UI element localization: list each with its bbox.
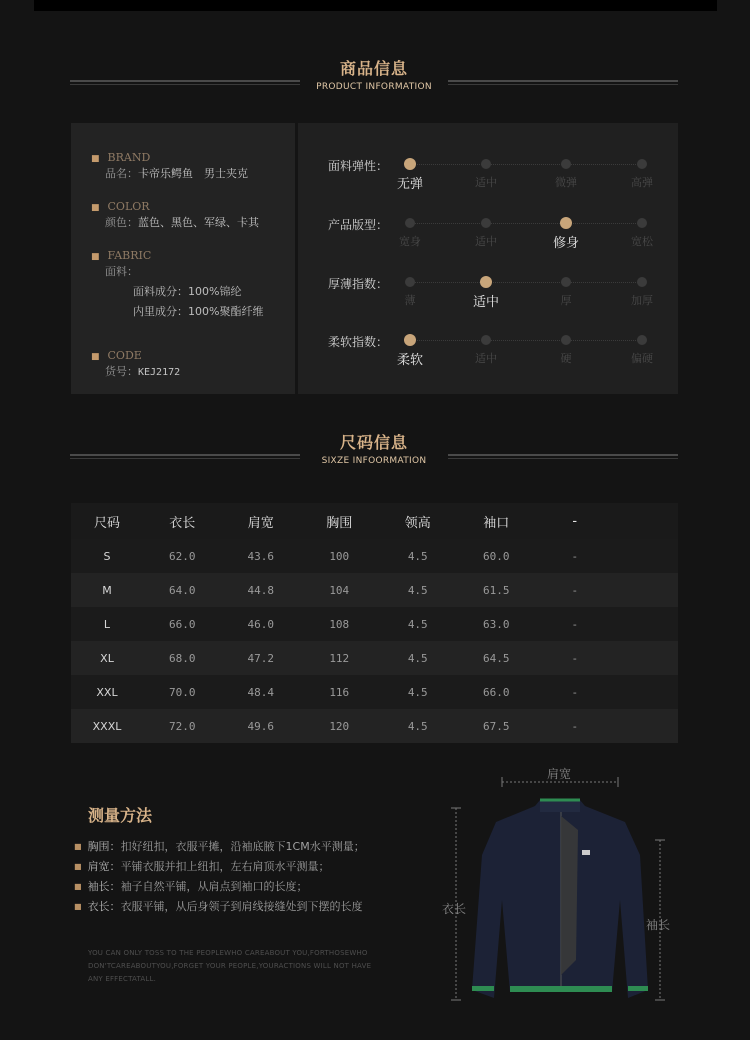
divider	[448, 454, 678, 459]
rating-label: 厚薄指数：	[328, 277, 389, 291]
table-cell: 4.5	[407, 549, 428, 563]
rating-option: 宽松	[631, 235, 653, 248]
attribute-value: 卡帝乐鳄鱼 男士夹克	[138, 167, 248, 180]
rating-dot	[405, 218, 415, 228]
attribute-head: COLOR	[107, 200, 150, 213]
section-subtitle: PRODUCT INFORMATION	[316, 82, 432, 92]
table-header-cell: 衣长	[169, 515, 196, 531]
table-cell: 100	[329, 549, 350, 563]
dim-label-sleeve: 袖长	[646, 918, 671, 932]
table-cell: -	[571, 549, 579, 563]
table-cell: 120	[329, 719, 350, 733]
dim-label-shoulder: 肩宽	[547, 767, 572, 781]
jacket-diagram	[440, 760, 680, 1040]
table-row	[71, 709, 678, 743]
rating-option: 适中	[475, 176, 497, 189]
divider	[70, 80, 300, 85]
divider	[70, 454, 300, 459]
rating-track	[410, 223, 640, 224]
rating-dot	[637, 218, 647, 228]
rating-option: 适中	[475, 235, 497, 248]
rating-option: 修身	[552, 236, 579, 251]
table-cell: XXXL	[92, 719, 122, 733]
rating-dot	[404, 334, 416, 346]
table-cell: 70.0	[169, 685, 196, 699]
table-cell: 44.8	[247, 583, 274, 597]
rating-row	[298, 157, 678, 197]
bullet-icon: ■	[91, 203, 100, 213]
section-title: 商品信息	[339, 59, 408, 78]
size-table	[71, 503, 678, 743]
fabric-inner: 内里成分：100%聚酯纤维	[133, 305, 264, 318]
attribute-head: CODE	[107, 349, 142, 362]
bullet-icon: ■	[91, 252, 100, 262]
attribute-value: KEJ2172	[138, 367, 181, 378]
table-cell: -	[571, 685, 579, 699]
color-attribute	[91, 200, 259, 233]
rating-option: 高弹	[631, 176, 653, 189]
table-cell: 112	[329, 651, 350, 665]
table-cell: 104	[329, 583, 350, 597]
list-item	[74, 857, 365, 877]
measure-text: 扣好纽扣，衣服平摊，沿袖底腋下1CM水平测量；	[120, 840, 365, 853]
rating-row	[298, 333, 678, 373]
rating-label: 柔软指数：	[328, 335, 389, 349]
rating-option: 适中	[472, 295, 499, 310]
measure-text: 平铺衣服并扣上纽扣，左右肩顶水平测量；	[120, 860, 330, 873]
table-cell: 4.5	[407, 583, 428, 597]
rating-dot	[637, 335, 647, 345]
measure-list	[74, 837, 365, 917]
rating-row	[298, 216, 678, 256]
rating-track	[410, 164, 640, 165]
table-header-cell: -	[572, 513, 578, 529]
measure-key: 袖长：	[87, 880, 121, 893]
measure-title: 测量方法	[88, 806, 153, 825]
table-cell: 43.6	[247, 549, 274, 563]
code-attribute	[91, 349, 180, 383]
rating-option: 加厚	[631, 294, 653, 307]
table-cell: 4.5	[407, 685, 428, 699]
rating-option: 厚	[560, 294, 572, 307]
table-header-row	[71, 503, 678, 539]
table-cell: 72.0	[169, 719, 196, 733]
table-header-cell: 肩宽	[247, 515, 274, 531]
list-item	[74, 837, 365, 857]
table-cell: 64.0	[169, 583, 196, 597]
attribute-head: BRAND	[107, 151, 151, 164]
table-row	[71, 607, 678, 641]
quote-text: YOU CAN ONLY TOSS TO THE PEOPLEWHO CAREABOUT YOU,FORTHOSEWHO DON'TCAREABOUTYOU,FORGET YOUR PEOPLE,YOURACTIONS WILL NOT HAVE ANY EFFECTATALL.	[88, 949, 372, 983]
rating-dot	[561, 159, 571, 169]
measure-key: 肩宽：	[87, 860, 121, 873]
measure-text: 袖子自然平铺，从肩点到袖口的长度；	[120, 880, 308, 893]
table-cell: XXL	[96, 685, 118, 699]
table-cell: 4.5	[407, 719, 428, 733]
rating-option: 薄	[404, 294, 416, 307]
attribute-label: 颜色：	[105, 216, 138, 229]
section-subtitle: SIXZE INFOORMATION	[321, 456, 427, 466]
rating-dot	[561, 335, 571, 345]
table-cell: 66.0	[483, 685, 510, 699]
rating-dot	[405, 277, 415, 287]
bullet-icon: ■	[91, 352, 100, 362]
table-cell: S	[103, 549, 111, 563]
table-cell: 4.5	[407, 617, 428, 631]
size-info-heading	[70, 430, 678, 466]
rating-track	[410, 340, 640, 341]
table-cell: 49.6	[247, 719, 274, 733]
rating-dot	[637, 159, 647, 169]
brand-attribute	[91, 151, 248, 184]
attribute-label: 货号：	[105, 365, 138, 378]
rating-dot	[404, 158, 416, 170]
measure-key: 胸围：	[87, 840, 121, 853]
rating-option: 偏硬	[631, 352, 653, 365]
table-header-cell: 袖口	[483, 515, 510, 531]
table-cell: 46.0	[247, 617, 274, 631]
rating-label: 面料弹性：	[328, 159, 389, 173]
section-title: 尺码信息	[339, 433, 408, 452]
rating-option: 适中	[475, 352, 497, 365]
table-cell: -	[571, 651, 579, 665]
rating-option: 宽身	[399, 235, 421, 248]
fabric-attribute	[91, 249, 263, 322]
rating-dot	[480, 276, 492, 288]
table-cell: 108	[329, 617, 350, 631]
bullet-icon: ■	[74, 902, 82, 911]
table-cell: 61.5	[483, 583, 510, 597]
list-item	[74, 897, 365, 917]
product-info-heading	[70, 56, 678, 92]
rating-dot	[481, 218, 491, 228]
attribute-label: 面料：	[105, 265, 138, 278]
bullet-icon: ■	[74, 842, 82, 851]
table-cell: 60.0	[483, 549, 510, 563]
dim-label-length: 衣长	[442, 902, 467, 916]
measure-key: 衣长：	[87, 900, 121, 913]
rating-dot	[481, 335, 491, 345]
table-header-cell: 尺码	[93, 515, 120, 531]
table-cell: 68.0	[169, 651, 196, 665]
attribute-head: FABRIC	[107, 249, 152, 262]
rating-option: 硬	[560, 352, 572, 365]
table-cell: M	[102, 583, 112, 597]
attribute-label: 品名：	[105, 167, 138, 180]
rating-row	[298, 275, 678, 315]
rating-track	[410, 282, 640, 283]
product-attributes-panel	[71, 123, 295, 394]
table-cell: -	[571, 583, 579, 597]
jacket-image	[440, 760, 680, 1040]
table-cell: XL	[100, 651, 114, 665]
table-row	[71, 675, 678, 709]
top-banner-bar	[34, 0, 717, 11]
table-cell: 63.0	[483, 617, 510, 631]
table-cell: -	[571, 719, 579, 733]
attribute-value: 蓝色、黑色、军绿、卡其	[138, 216, 259, 229]
table-row	[71, 539, 678, 573]
table-cell: 116	[329, 685, 350, 699]
table-cell: L	[103, 617, 111, 631]
measure-text: 衣服平铺，从后身领子到肩线接缝处到下摆的长度	[120, 900, 363, 913]
table-cell: -	[571, 617, 579, 631]
bullet-icon: ■	[74, 862, 82, 871]
table-cell: 62.0	[169, 549, 196, 563]
table-header-cell: 胸围	[326, 515, 353, 531]
list-item	[74, 877, 365, 897]
product-ratings-panel	[298, 123, 678, 394]
rating-option: 微弹	[555, 176, 577, 189]
table-cell: 4.5	[407, 651, 428, 665]
divider	[448, 80, 678, 85]
rating-label: 产品版型：	[328, 218, 389, 232]
table-header-cell: 领高	[404, 515, 431, 531]
rating-dot	[560, 217, 572, 229]
rating-option: 无弹	[396, 177, 423, 192]
table-row	[71, 573, 678, 607]
rating-option: 柔软	[396, 353, 423, 368]
fabric-outer: 面料成分：100%锦纶	[133, 285, 242, 298]
bullet-icon: ■	[74, 882, 82, 891]
rating-dot	[561, 277, 571, 287]
table-row	[71, 641, 678, 675]
rating-dot	[637, 277, 647, 287]
rating-dot	[481, 159, 491, 169]
table-cell: 48.4	[247, 685, 274, 699]
table-cell: 67.5	[483, 719, 510, 733]
table-cell: 64.5	[483, 651, 510, 665]
table-cell: 47.2	[247, 651, 274, 665]
bullet-icon: ■	[91, 154, 100, 164]
table-cell: 66.0	[169, 617, 196, 631]
